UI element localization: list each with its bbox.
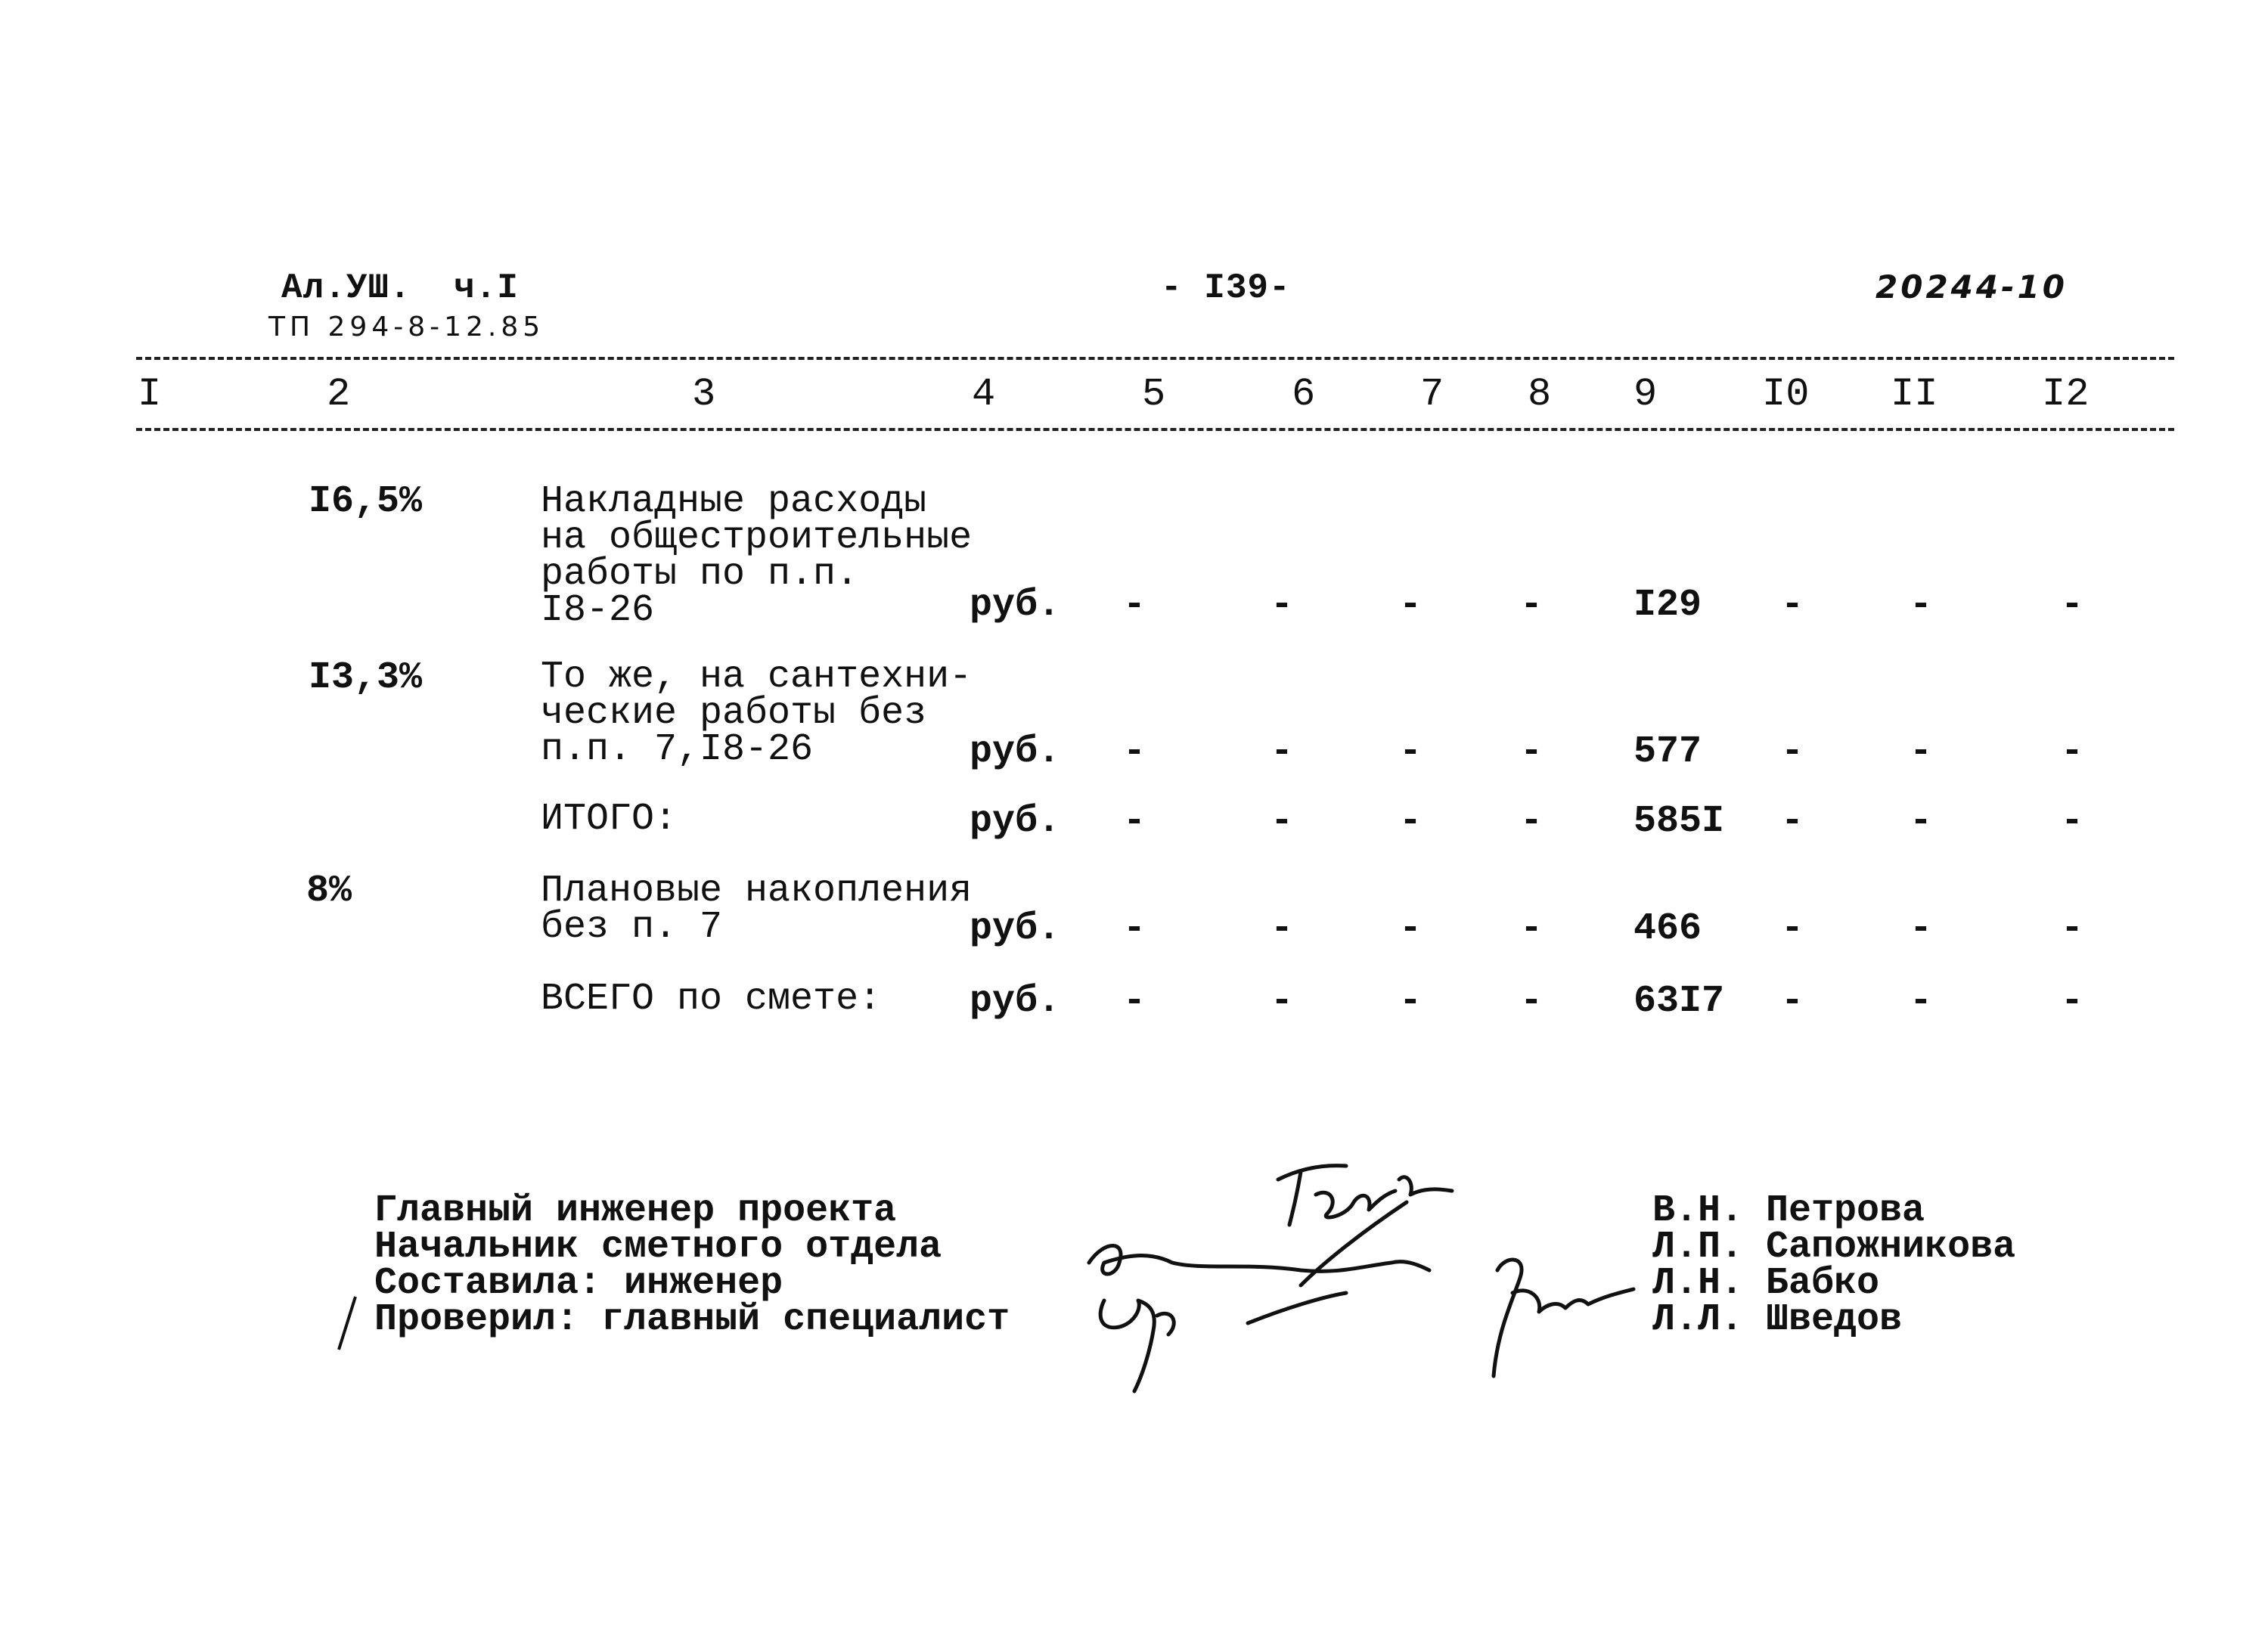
dash-cell: - [1271,980,1294,1023]
unit-cell: руб. [970,800,1061,843]
column-number: 2 [327,372,351,417]
dash-cell: - [1781,800,1804,843]
column-number: 8 [1528,372,1552,417]
dash-cell: - [1123,800,1146,843]
dash-cell: - [2061,980,2084,1023]
unit-cell: руб. [970,907,1061,950]
page-number: - I39- [1161,268,1291,308]
dash-cell: - [2061,584,2084,627]
column-number: 9 [1634,372,1658,417]
dash-cell: - [1399,800,1423,843]
dash-cell: - [1520,980,1544,1023]
description-line: п.п. 7,I8-26 [541,728,814,771]
dash-cell: - [1271,800,1294,843]
header-bottom-rule [136,428,2174,431]
column-number: 5 [1142,372,1166,417]
column-number: 3 [692,372,716,417]
dash-cell: - [1271,907,1294,950]
dash-cell: - [1910,907,1933,950]
description-line: То же, на сантехни- [541,656,973,699]
dash-cell: - [1520,730,1544,773]
amount-cell: 63I7 [1634,980,1725,1023]
dash-cell: - [1271,584,1294,627]
dash-cell: - [2061,907,2084,950]
amount-cell: 585I [1634,800,1725,843]
dash-cell: - [1910,800,1933,843]
name-chief-engineer: В.Н. Петрова [1652,1189,1925,1232]
description-cell [541,870,973,949]
dash-cell: - [1123,584,1146,627]
description-line: работы по п.п. [541,553,859,596]
dash-cell: - [1271,730,1294,773]
project-code: ТП 294-8-12.85 [268,312,545,343]
dash-cell: - [1781,584,1804,627]
unit-cell: руб. [970,584,1061,627]
amount-cell: I29 [1634,584,1702,627]
dash-cell: - [1399,907,1423,950]
dash-cell: - [1781,730,1804,773]
role-checked-by: Проверил: главный специалист [374,1298,1010,1341]
rate-cell: I3,3% [309,656,423,699]
unit-cell: руб. [970,980,1061,1023]
description-line: Накладные расходы [541,480,927,523]
name-estimates-head: Л.П. Сапожникова [1652,1226,2016,1269]
role-estimates-head: Начальник сметного отдела [374,1226,942,1269]
part-label: ч.I [454,268,519,308]
amount-cell: 577 [1634,730,1702,773]
column-number: I2 [2042,372,2090,417]
column-number: II [1891,372,1938,417]
dash-cell: - [1781,980,1804,1023]
column-number: 4 [972,372,996,417]
unit-cell: руб. [970,730,1061,773]
handwritten-signatures [1074,1149,1649,1399]
role-chief-engineer: Главный инженер проекта [374,1189,897,1232]
rate-cell: I6,5% [309,480,423,523]
description-line: Плановые накопления [541,870,973,913]
column-number: 7 [1420,372,1444,417]
description-line: ческие работы без [541,692,927,735]
description-cell: ИТОГО: [541,798,678,841]
name-compiled-by: Л.Н. Бабко [1652,1262,1880,1305]
dash-cell: - [1781,907,1804,950]
document-number: 20244-10 [1876,268,2068,305]
dash-cell: - [1910,584,1933,627]
dash-cell: - [2061,800,2084,843]
album-label: Ал.УШ. [281,268,411,308]
description-cell: ВСЕГО по смете: [541,978,882,1021]
rate-cell: 8% [306,870,352,913]
dash-cell: - [1123,730,1146,773]
dash-cell: - [1910,730,1933,773]
amount-cell: 466 [1634,907,1702,950]
top-rule [136,357,2174,360]
description-cell [541,480,973,632]
dash-cell: - [2061,730,2084,773]
dash-cell: - [1520,800,1544,843]
dash-cell: - [1123,907,1146,950]
description-line: без п. 7 [541,906,723,949]
dash-cell: - [1520,907,1544,950]
role-compiled-by: Составила: инженер [374,1262,783,1305]
signature-names [1652,1189,2016,1341]
slash-mark [333,1293,363,1353]
description-line: I8-26 [541,589,655,632]
dash-cell: - [1123,980,1146,1023]
dash-cell: - [1399,584,1423,627]
dash-cell: - [1399,730,1423,773]
signature-roles [374,1189,1010,1341]
description-line: на общестроительные [541,516,973,560]
dash-cell: - [1520,584,1544,627]
column-number: 6 [1292,372,1316,417]
name-checked-by: Л.Л. Шведов [1652,1298,1903,1341]
description-cell [541,656,973,771]
column-number: I [138,372,162,417]
dash-cell: - [1399,980,1423,1023]
dash-cell: - [1910,980,1933,1023]
column-number: I0 [1762,372,1810,417]
